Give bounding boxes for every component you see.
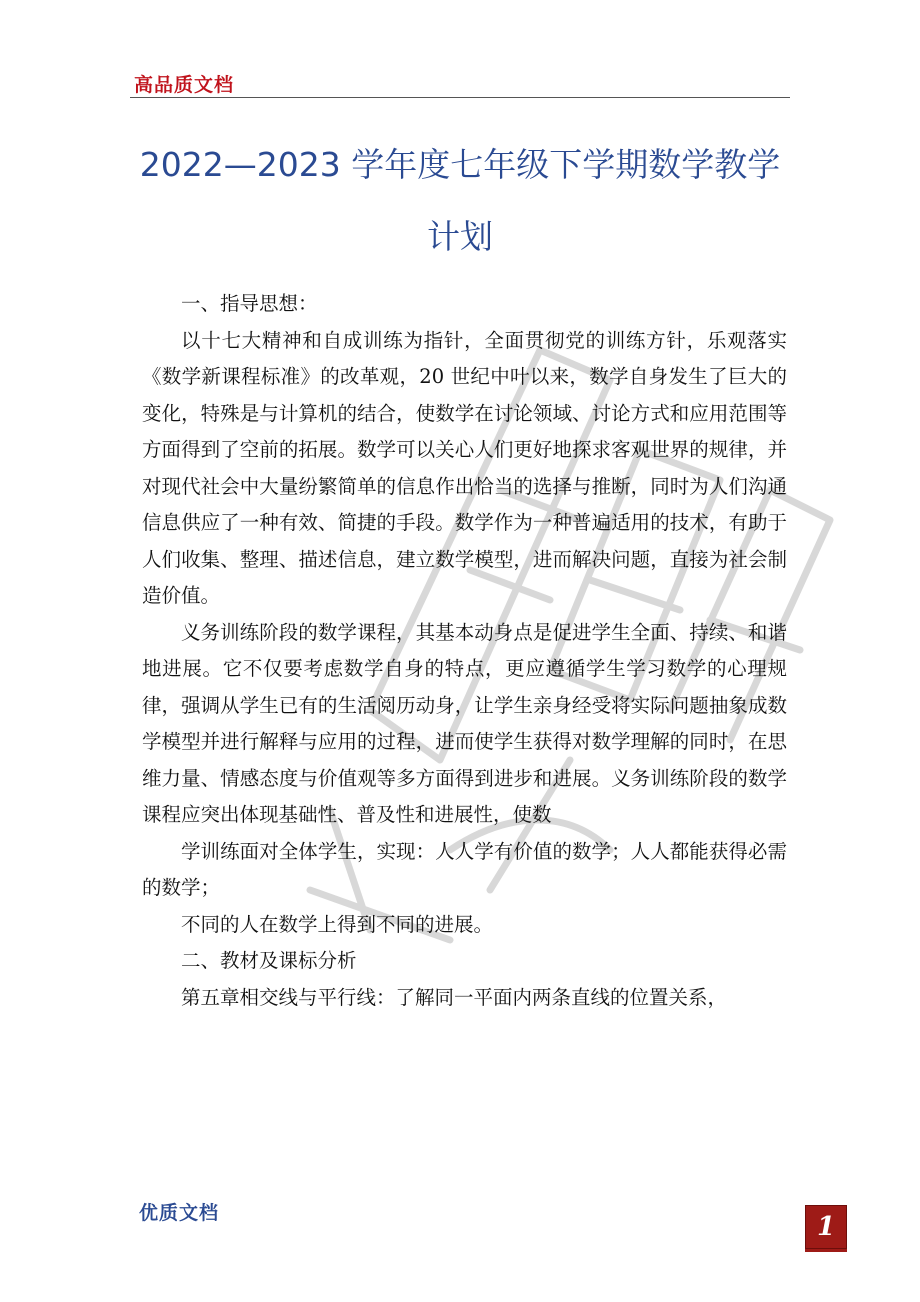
paragraph: 学训练面对全体学生，实现：人人学有价值的数学；人人都能获得必需的数学； xyxy=(142,839,787,899)
document-title-line-1: 2022—2023 学年度七年级下学期数学教学 xyxy=(139,145,781,184)
section-heading: 二、教材及课标分析 xyxy=(181,949,357,972)
paragraph: 第五章相交线与平行线：了解同一平面内两条直线的位置关系， xyxy=(181,985,728,1009)
header-label: 高品质文档 xyxy=(134,74,235,96)
page-number-badge xyxy=(805,1205,847,1249)
paragraph: 不同的人在数学上得到不同的进展。 xyxy=(181,912,494,936)
footer-label: 优质文档 xyxy=(139,1202,220,1224)
paragraph: 义务训练阶段的数学课程，其基本动身点是促进学生全面、持续、和谐地进展。它不仅要考虑数学自身的特点，更应遵循学生学习数学的心理规律，强调从学生已有的生活阅历动身，让学生亲身经受将实际问题抽象成数学模型并进行解释与应用的过程，进而使学生获得对数学理解的同时，在思维力量、情感态度与价值观等多方面得到进步和进展。义务训练阶段的数学课程应突出体现基础性、普及性和进展性，使数 xyxy=(142,620,787,826)
header-divider xyxy=(130,97,790,98)
document-title-line-2: 计划 xyxy=(427,217,493,256)
paragraph: 以十七大精神和自成训练为指针，全面贯彻党的训练方针，乐观落实《数学新课程标准》的改革观，20 世纪中叶以来，数学自身发生了巨大的变化，特殊是与计算机的结合，使数学在讨论领域、讨论方式和应用范围等方面得到了空前的拓展。数学可以关心人们更好地探求客观世界的规律，并对现代社会中大量纷繁简单的信息作出恰当的选择与推断，同时为人们沟通信息供应了一种有效、简捷的手段。数学作为一种普遍适用的技术，有助于人们收集、整理、描述信息，建立数学模型，进而解决问题，直接为社会制造价值。 xyxy=(142,328,787,607)
section-heading: 一、指导思想： xyxy=(181,292,318,315)
page-number: 1 xyxy=(816,1212,836,1242)
page-number-underline xyxy=(805,1249,847,1252)
document-body xyxy=(142,286,787,1016)
